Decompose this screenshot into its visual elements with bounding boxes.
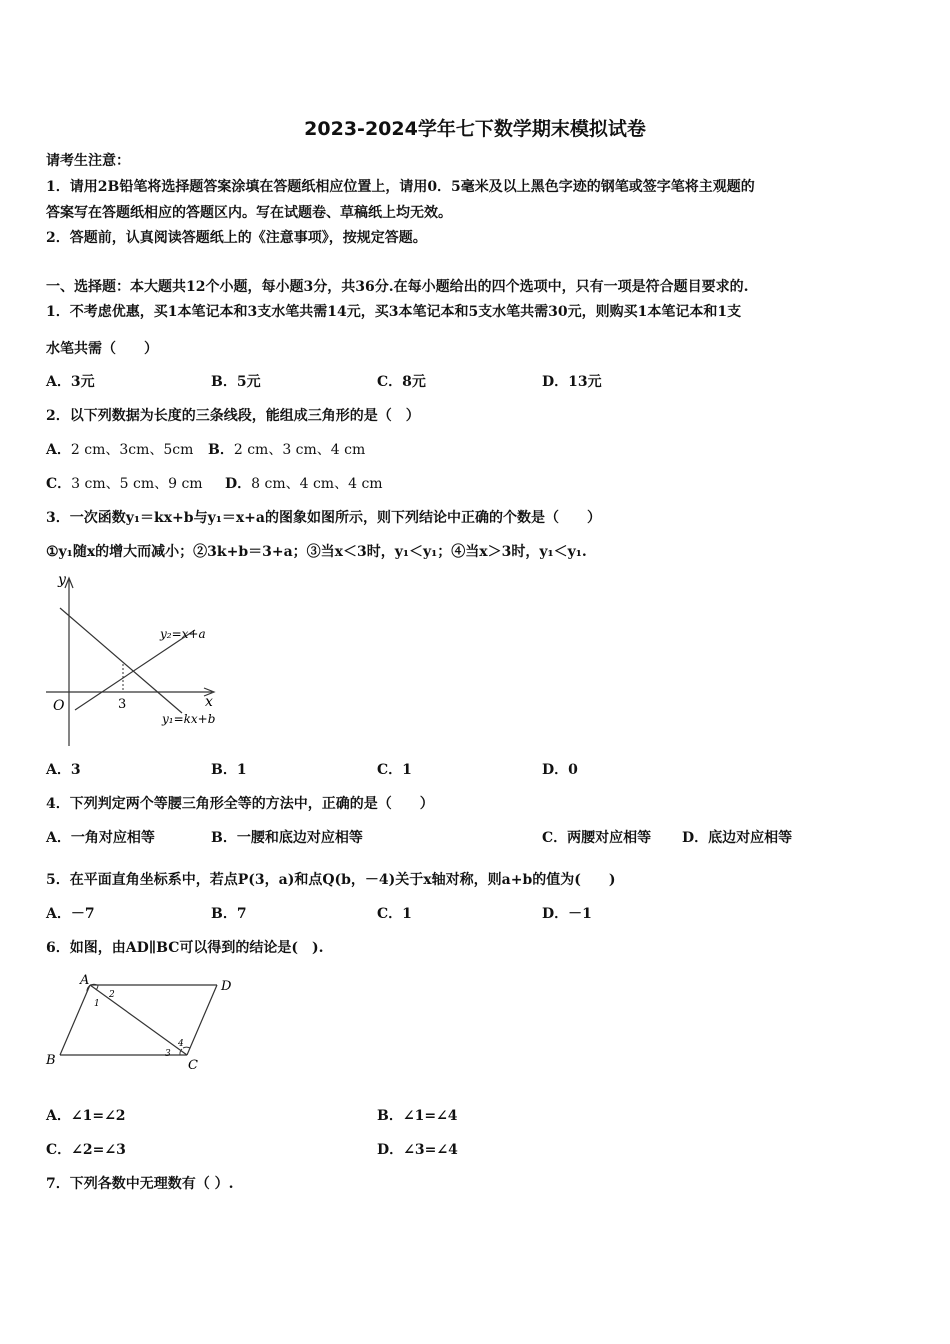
q3-option-d: D．0: [542, 762, 578, 778]
x-axis-label: x: [205, 694, 213, 710]
q3-option-a: A．3: [46, 762, 81, 778]
segment-ab: [60, 985, 90, 1055]
q7-stem: 7．下列各数中无理数有（ ）.: [46, 1176, 234, 1192]
line-y1-label: y₁=kx+b: [162, 712, 216, 726]
vertex-c: C: [188, 1058, 198, 1073]
q4-option-c: C．两腰对应相等: [542, 830, 652, 846]
angle-4: 4: [178, 1039, 184, 1049]
q3-stem: 3．一次函数y₁＝kx+b与y₁＝x+a的图象如图所示，则下列结论中正确的个数是（ ）: [46, 510, 601, 526]
q6-option-d: D．∠3=∠4: [377, 1142, 458, 1158]
vertex-d: D: [221, 979, 232, 994]
q4-option-b: B．一腰和底边对应相等: [211, 830, 363, 846]
notice-line-1: 1．请用2B铅笔将选择题答案涂填在答题纸相应位置上，请用0．5毫米及以上黑色字迹的钢笔或签字笔将主观题的: [46, 179, 755, 195]
y-axis-label: y: [58, 572, 66, 588]
diagonal-ac: [90, 985, 187, 1055]
line-y2-label: y₂=x+a: [160, 627, 206, 641]
angle-arc-c2: [183, 1047, 190, 1048]
vertex-a: A: [80, 973, 90, 988]
q1-option-d: D．13元: [542, 374, 602, 390]
line-y2: [75, 630, 195, 710]
q5-option-a: A．－7: [46, 906, 95, 922]
page-title: 2023-2024学年七下数学期末模拟试卷: [304, 118, 646, 140]
origin-label: O: [53, 698, 65, 714]
q6-option-a: A．∠1=∠2: [46, 1108, 126, 1124]
q6-stem: 6．如图，由AD∥BC可以得到的结论是( ).: [46, 940, 324, 956]
angle-arc-a2: [96, 985, 98, 990]
q6-option-b: B．∠1=∠4: [377, 1108, 458, 1124]
q5-option-b: B．7: [211, 906, 247, 922]
angle-2: 2: [109, 990, 115, 1000]
q3-option-c: C．1: [377, 762, 412, 778]
q1-option-a: A．3元: [46, 374, 95, 390]
q5-stem: 5．在平面直角坐标系中，若点P(3，a)和点Q(b，－4)关于x轴对称，则a+b的值为( ): [46, 872, 616, 888]
q1-stem-line2: 水笔共需（ ）: [46, 341, 158, 357]
q5-option-d: D．－1: [542, 906, 592, 922]
q2-stem: 2．以下列数据为长度的三条线段，能组成三角形的是（ ）: [46, 408, 420, 424]
notice-line-2: 答案写在答题纸相应的答题区内。写在试题卷、草稿纸上均无效。: [46, 205, 452, 221]
angle-3: 3: [165, 1049, 171, 1059]
q2-option-d: D．8 cm、4 cm、4 cm: [225, 476, 383, 492]
segment-dc: [187, 985, 217, 1055]
q2-option-b: B．2 cm、3 cm、4 cm: [208, 442, 366, 458]
section-heading: 一、选择题：本大题共12个小题，每小题3分，共36分.在每小题给出的四个选项中，只有一项是符合题目要求的.: [46, 279, 749, 295]
q3-conditions: ①y₁随x的增大而减小；②3k+b＝3+a；③当x＜3时，y₁＜y₁；④当x＞3时，y₁＜y₁.: [46, 544, 587, 560]
notice-line-3: 2．答题前，认真阅读答题纸上的《注意事项》，按规定答题。: [46, 230, 427, 246]
q4-stem: 4．下列判定两个等腰三角形全等的方法中，正确的是（ ）: [46, 796, 434, 812]
vertex-b: B: [46, 1053, 56, 1068]
tick-label: 3: [118, 697, 127, 712]
q4-option-a: A．一角对应相等: [46, 830, 155, 846]
angle-1: 1: [94, 999, 100, 1009]
q6-option-c: C．∠2=∠3: [46, 1142, 126, 1158]
q1-option-b: B．5元: [211, 374, 261, 390]
q5-option-c: C．1: [377, 906, 412, 922]
q1-stem-line1: 1．不考虑优惠，买1本笔记本和3支水笔共需14元，买3本笔记本和5支水笔共需30元，则购买1本笔记本和1支: [46, 304, 742, 320]
notice-heading: 请考生注意：: [46, 153, 130, 169]
q2-option-c: C．3 cm、5 cm、9 cm: [46, 476, 203, 492]
q1-option-c: C．8元: [377, 374, 426, 390]
q2-option-a: A．2 cm、3cm、5cm: [46, 442, 194, 458]
q6-figure: [40, 970, 250, 1080]
q3-option-b: B．1: [211, 762, 247, 778]
q4-option-d: D．底边对应相等: [682, 830, 793, 846]
q3-graph: [40, 568, 240, 753]
